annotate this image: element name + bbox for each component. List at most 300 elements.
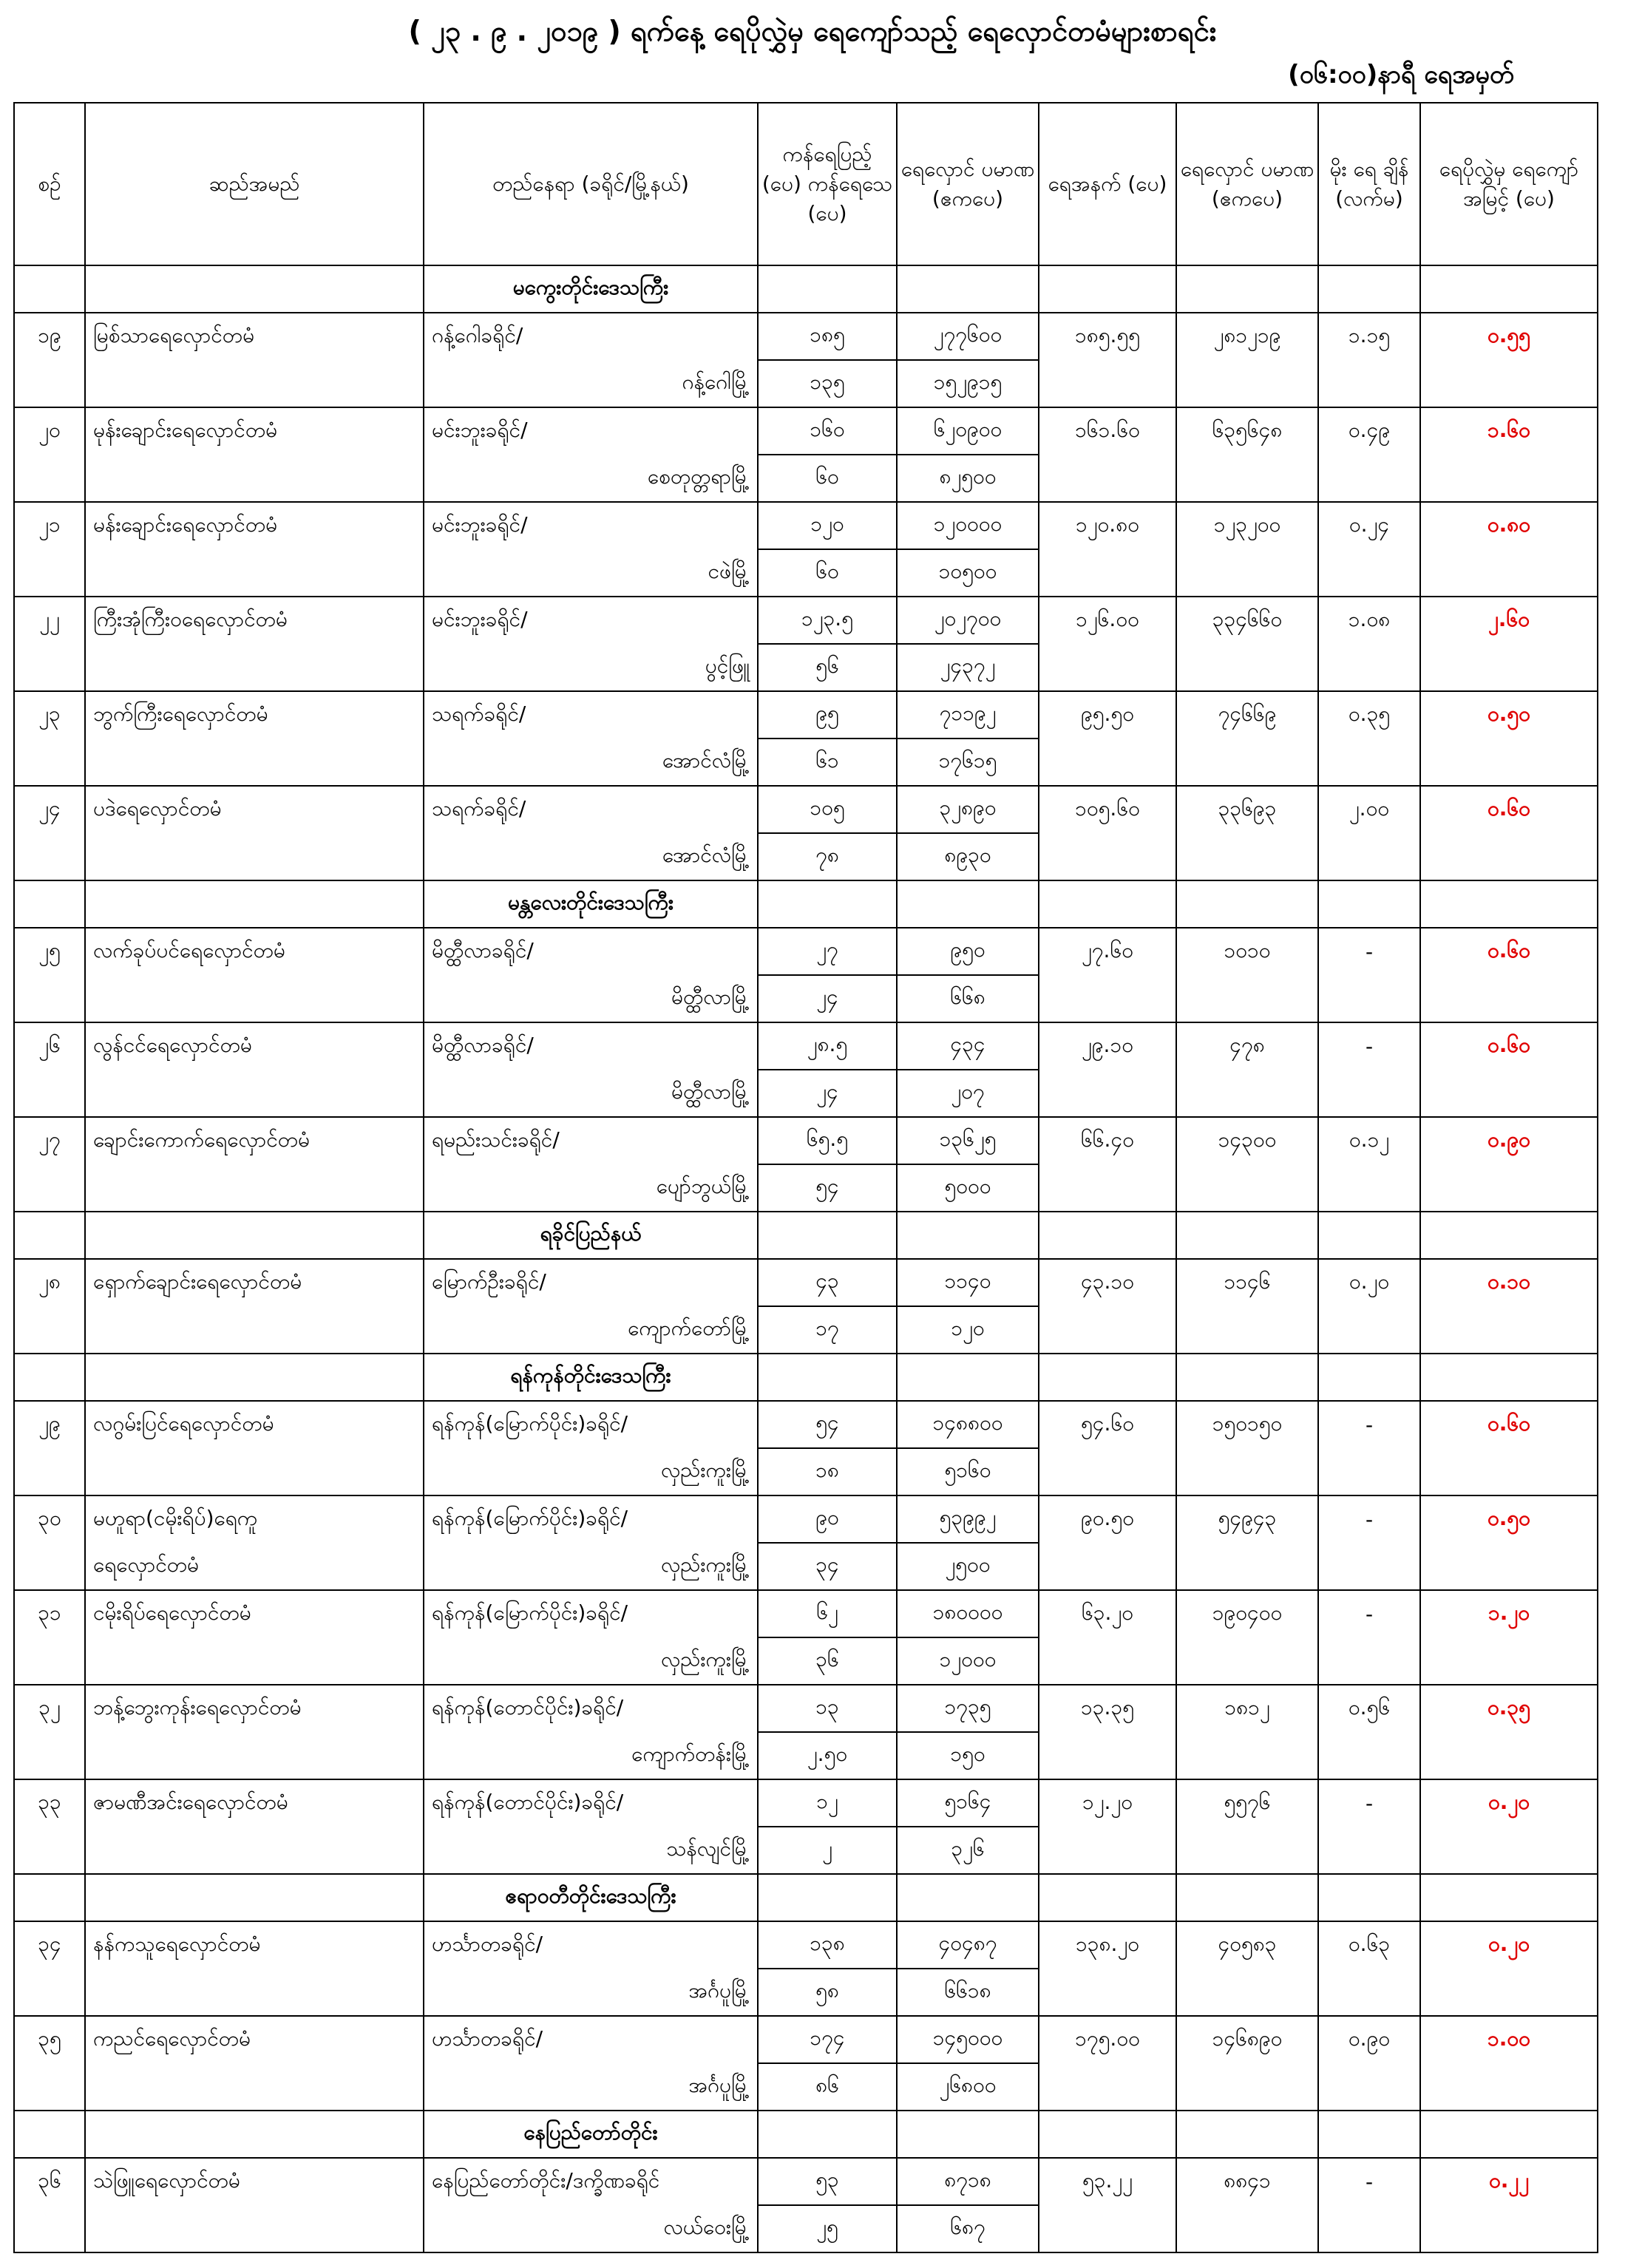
district: ရန်ကုန်(မြောက်ပိုင်း)ခရိုင်/ [424, 1401, 758, 1448]
district: ဟင်္သာတခရိုင်/ [424, 1921, 758, 1969]
full-level: ၁၂၀ [758, 502, 897, 549]
dam-name: လဂွမ်းပြင်ရေလှောင်တမံ [85, 1401, 424, 1448]
district: မိတ္ထီလာခရိုင်/ [424, 1022, 758, 1070]
full-level: ၆၅.၅ [758, 1117, 897, 1164]
region-row [14, 1874, 1598, 1921]
empty-cell [1039, 1164, 1176, 1212]
empty-cell [1318, 1969, 1420, 2016]
dam-name: ဇာမဏီအင်းရေလှောင်တမံ [85, 1779, 424, 1827]
dam-name: ဘွက်ကြီးရေလှောင်တမံ [85, 691, 424, 739]
current-volume: ၄၇၈ [1176, 1022, 1318, 1070]
empty-cell [1039, 1212, 1176, 1259]
dam-name-continued [85, 455, 424, 502]
empty-cell [1176, 833, 1318, 880]
region-row [14, 1212, 1598, 1259]
current-depth: ၁၇၅.၀၀ [1039, 2016, 1176, 2063]
table-row [14, 502, 1598, 549]
empty-cell [1318, 880, 1420, 928]
current-volume: ၃၃၄၆၆၀ [1176, 597, 1318, 644]
township: အင်္ဂပူမြို့ [424, 2063, 758, 2111]
empty-cell [1420, 1543, 1598, 1590]
dead-level: ၂.၅၀ [758, 1732, 897, 1779]
current-volume: ၁၄၆၈၉၀ [1176, 2016, 1318, 2063]
empty-cell [14, 1306, 85, 1354]
empty-cell [14, 1448, 85, 1495]
empty-cell [1176, 880, 1318, 928]
header-rain: မိုး ရေ ချိန် (လက်မ) [1318, 103, 1420, 265]
table-row [14, 2158, 1598, 2205]
empty-cell [1318, 1448, 1420, 1495]
township: လယ်ဝေးမြို့ [424, 2205, 758, 2252]
empty-cell [1420, 644, 1598, 691]
table-row [14, 1921, 1598, 1969]
district: ရန်ကုန်(တောင်ပိုင်း)ခရိုင်/ [424, 1685, 758, 1732]
rainfall: ၁.၁၅ [1318, 313, 1420, 360]
overflow-height: ၀.၈၀ [1420, 502, 1598, 549]
row-number: ၂၈ [14, 1259, 85, 1306]
full-level: ၉၀ [758, 1495, 897, 1543]
empty-cell [1318, 1732, 1420, 1779]
dead-level: ၂၅ [758, 2205, 897, 2252]
overflow-height: ၀.၆၀ [1420, 1022, 1598, 1070]
rainfall: - [1318, 1590, 1420, 1637]
empty-cell [1176, 1874, 1318, 1921]
current-depth: ၅၃.၂၂ [1039, 2158, 1176, 2205]
empty-cell [1176, 739, 1318, 786]
township: ကျောက်တော်မြို့ [424, 1306, 758, 1354]
dam-name-continued [85, 2063, 424, 2111]
township: ပျော်ဘွယ်မြို့ [424, 1164, 758, 1212]
current-volume: ၆၃၅၆၄၈ [1176, 407, 1318, 455]
empty-cell [1420, 975, 1598, 1022]
empty-cell [14, 265, 85, 313]
dam-name-continued [85, 549, 424, 597]
header-depth: ရေအနက် (ပေ) [1039, 103, 1176, 265]
current-volume: ၁၂၃၂၀၀ [1176, 502, 1318, 549]
empty-cell [1318, 1212, 1420, 1259]
empty-cell [1039, 549, 1176, 597]
row-number: ၂၉ [14, 1401, 85, 1448]
empty-cell [1318, 2205, 1420, 2252]
header-full-level: ကန်ရေပြည့် (ပေ) ကန်ရေသေ (ပေ) [758, 103, 897, 265]
district: ရန်ကုန်(မြောက်ပိုင်း)ခရိုင်/ [424, 1590, 758, 1637]
dam-name-continued [85, 739, 424, 786]
full-volume: ၁၇၃၅ [897, 1685, 1039, 1732]
empty-cell [1039, 2205, 1176, 2252]
dead-volume: ၁၀၅၀၀ [897, 549, 1039, 597]
empty-cell [1420, 360, 1598, 407]
table-row [14, 1779, 1598, 1827]
empty-cell [1318, 2111, 1420, 2158]
dead-volume: ၁၇၆၁၅ [897, 739, 1039, 786]
header-current-volume: ရေလှောင် ပမာဏ (ဧကပေ) [1176, 103, 1318, 265]
rainfall: ၀.၉၀ [1318, 2016, 1420, 2063]
current-volume: ၁၉၀၄၀၀ [1176, 1590, 1318, 1637]
empty-cell [14, 644, 85, 691]
full-level: ၁၂ [758, 1779, 897, 1827]
current-depth: ၁၂၀.၈၀ [1039, 502, 1176, 549]
table-row [14, 1022, 1598, 1070]
empty-cell [1039, 1874, 1176, 1921]
table-row [14, 313, 1598, 360]
district: ရမည်းသင်းခရိုင်/ [424, 1117, 758, 1164]
table-row-sub [14, 455, 1598, 502]
empty-cell [1039, 975, 1176, 1022]
full-volume: ၆၂၀၉၀၀ [897, 407, 1039, 455]
empty-cell [1176, 1164, 1318, 1212]
dead-level: ၇၈ [758, 833, 897, 880]
dam-name: ငမိုးရိပ်ရေလှောင်တမံ [85, 1590, 424, 1637]
empty-cell [1318, 455, 1420, 502]
rainfall: ၀.၆၃ [1318, 1921, 1420, 1969]
header-row [14, 103, 1598, 265]
empty-cell [14, 880, 85, 928]
empty-cell [1420, 2063, 1598, 2111]
empty-cell [758, 1212, 897, 1259]
table-row [14, 928, 1598, 975]
empty-cell [1176, 1306, 1318, 1354]
rainfall: - [1318, 1022, 1420, 1070]
empty-cell [1318, 549, 1420, 597]
overflow-height: ၀.၆၀ [1420, 928, 1598, 975]
table-row [14, 597, 1598, 644]
table-row-sub [14, 1637, 1598, 1685]
dam-name: ချောင်းကောက်ရေလှောင်တမံ [85, 1117, 424, 1164]
empty-cell [897, 1354, 1039, 1401]
row-number: ၃၀ [14, 1495, 85, 1543]
dead-volume: ၆၈၇ [897, 2205, 1039, 2252]
dam-name: ပဒဲရေလှောင်တမံ [85, 786, 424, 833]
rainfall: ၀.၃၅ [1318, 691, 1420, 739]
current-volume: ၁၄၃၀၀ [1176, 1117, 1318, 1164]
full-volume: ၁၂၀၀၀၀ [897, 502, 1039, 549]
full-level: ၁၂၃.၅ [758, 597, 897, 644]
full-level: ၁၆၀ [758, 407, 897, 455]
dead-volume: ၆၆၁၈ [897, 1969, 1039, 2016]
township: လှည်းကူးမြို့ [424, 1637, 758, 1685]
current-volume: ၁၅၀၁၅၀ [1176, 1401, 1318, 1448]
empty-cell [85, 880, 424, 928]
empty-cell [1420, 1969, 1598, 2016]
current-volume: ၁၈၁၂ [1176, 1685, 1318, 1732]
header-no: စဉ် [14, 103, 85, 265]
district: ရန်ကုန်(မြောက်ပိုင်း)ခရိုင်/ [424, 1495, 758, 1543]
row-number: ၃၂ [14, 1685, 85, 1732]
empty-cell [1176, 1637, 1318, 1685]
region-label: မန္တလေးတိုင်းဒေသကြီး [424, 880, 758, 928]
dam-name: မဟူရာ(ငမိုးရိပ်)ရေကူ [85, 1495, 424, 1543]
empty-cell [1318, 1070, 1420, 1117]
full-volume: ၅၃၉၉၂ [897, 1495, 1039, 1543]
table-row-sub [14, 360, 1598, 407]
row-number: ၃၁ [14, 1590, 85, 1637]
empty-cell [14, 1543, 85, 1590]
empty-cell [1039, 2111, 1176, 2158]
dead-level: ၂ [758, 1827, 897, 1874]
township: စေတုတ္တရာမြို့ [424, 455, 758, 502]
full-level: ၁၃ [758, 1685, 897, 1732]
current-depth: ၆၆.၄၀ [1039, 1117, 1176, 1164]
dead-volume: ၈၉၃၀ [897, 833, 1039, 880]
empty-cell [14, 1354, 85, 1401]
district: ဂန့်ဂေါခရိုင်/ [424, 313, 758, 360]
empty-cell [1176, 2111, 1318, 2158]
current-depth: ၁၃.၃၅ [1039, 1685, 1176, 1732]
current-depth: ၁၂.၂၀ [1039, 1779, 1176, 1827]
township: လှည်းကူးမြို့ [424, 1543, 758, 1590]
dead-level: ၆၀ [758, 549, 897, 597]
empty-cell [14, 1732, 85, 1779]
row-number: ၃၅ [14, 2016, 85, 2063]
full-volume: ၁၃၆၂၅ [897, 1117, 1039, 1164]
region-row [14, 265, 1598, 313]
empty-cell [14, 455, 85, 502]
table-row-sub [14, 1448, 1598, 1495]
rainfall: - [1318, 1401, 1420, 1448]
empty-cell [14, 360, 85, 407]
township: အောင်လံမြို့ [424, 833, 758, 880]
dead-volume: ၂၄၃၇၂ [897, 644, 1039, 691]
empty-cell [1176, 1969, 1318, 2016]
empty-cell [1420, 1070, 1598, 1117]
empty-cell [758, 2111, 897, 2158]
table-row-sub [14, 739, 1598, 786]
district: သရက်ခရိုင်/ [424, 691, 758, 739]
region-label: နေပြည်တော်တိုင်း [424, 2111, 758, 2158]
current-volume: ၁၁၄၆ [1176, 1259, 1318, 1306]
dam-name-continued [85, 644, 424, 691]
full-volume: ၄၀၄၈၇ [897, 1921, 1039, 1969]
dam-name-continued [85, 1448, 424, 1495]
dead-level: ၃၆ [758, 1637, 897, 1685]
current-depth: ၉၅.၅၀ [1039, 691, 1176, 739]
current-depth: ၅၄.၆၀ [1039, 1401, 1176, 1448]
current-depth: ၁၂၆.၀၀ [1039, 597, 1176, 644]
overflow-height: ၁.၂၀ [1420, 1590, 1598, 1637]
empty-cell [1176, 360, 1318, 407]
dead-volume: ၅၁၆၀ [897, 1448, 1039, 1495]
empty-cell [1176, 2063, 1318, 2111]
empty-cell [14, 1637, 85, 1685]
dam-name: မုန်းချောင်းရေလှောင်တမံ [85, 407, 424, 455]
dead-volume: ၃၂၆ [897, 1827, 1039, 1874]
current-volume: ၅၅၇၆ [1176, 1779, 1318, 1827]
township: မိတ္ထီလာမြို့ [424, 975, 758, 1022]
empty-cell [897, 265, 1039, 313]
overflow-height: ၁.၀၀ [1420, 2016, 1598, 2063]
current-depth: ၆၃.၂၀ [1039, 1590, 1176, 1637]
empty-cell [1420, 1732, 1598, 1779]
dead-level: ၆၀ [758, 455, 897, 502]
empty-cell [1039, 644, 1176, 691]
dam-name-continued [85, 1827, 424, 1874]
dead-level: ၅၆ [758, 644, 897, 691]
empty-cell [1420, 2205, 1598, 2252]
dam-name-continued [85, 833, 424, 880]
empty-cell [1420, 2111, 1598, 2158]
row-number: ၂၄ [14, 786, 85, 833]
full-volume: ၂၇၇၆၀၀ [897, 313, 1039, 360]
empty-cell [1420, 549, 1598, 597]
empty-cell [1176, 975, 1318, 1022]
empty-cell [1176, 1212, 1318, 1259]
overflow-height: ၀.၅၀ [1420, 691, 1598, 739]
full-volume: ၁၄၈၈၀၀ [897, 1401, 1039, 1448]
empty-cell [85, 1354, 424, 1401]
dead-level: ၃၄ [758, 1543, 897, 1590]
table-row-sub [14, 833, 1598, 880]
table-row-sub [14, 1306, 1598, 1354]
dam-name: သဲဖြူရေလှောင်တမံ [85, 2158, 424, 2205]
empty-cell [897, 2111, 1039, 2158]
empty-cell [1318, 360, 1420, 407]
empty-cell [1039, 360, 1176, 407]
overflow-height: ၂.၆၀ [1420, 597, 1598, 644]
empty-cell [758, 880, 897, 928]
empty-cell [1176, 1543, 1318, 1590]
empty-cell [14, 549, 85, 597]
current-depth: ၉၀.၅၀ [1039, 1495, 1176, 1543]
dam-name: နန်ကသူရေလှောင်တမံ [85, 1921, 424, 1969]
empty-cell [1420, 1306, 1598, 1354]
current-depth: ၁၈၅.၅၅ [1039, 313, 1176, 360]
full-volume: ၄၃၄ [897, 1022, 1039, 1070]
dam-name-continued [85, 2205, 424, 2252]
empty-cell [1420, 265, 1598, 313]
table-row [14, 786, 1598, 833]
empty-cell [14, 1827, 85, 1874]
dam-name: ဘန့်ဘွေးကုန်းရေလှောင်တမံ [85, 1685, 424, 1732]
dam-name: ကညင်ရေလှောင်တမံ [85, 2016, 424, 2063]
region-row [14, 880, 1598, 928]
header-full-volume: ရေလှောင် ပမာဏ (ဧကပေ) [897, 103, 1039, 265]
overflow-height: ၀.၅၀ [1420, 1495, 1598, 1543]
empty-cell [1420, 1212, 1598, 1259]
empty-cell [1420, 1354, 1598, 1401]
empty-cell [1318, 1874, 1420, 1921]
rainfall: ၀.၄၉ [1318, 407, 1420, 455]
dam-name: ရှောက်ချောင်းရေလှောင်တမံ [85, 1259, 424, 1306]
empty-cell [1318, 1306, 1420, 1354]
district: နေပြည်တော်တိုင်း/ဒက္ခိဏခရိုင် [424, 2158, 758, 2205]
row-number: ၃၃ [14, 1779, 85, 1827]
township: မိတ္ထီလာမြို့ [424, 1070, 758, 1117]
dead-level: ၅၈ [758, 1969, 897, 2016]
table-row [14, 407, 1598, 455]
empty-cell [1420, 880, 1598, 928]
empty-cell [1420, 455, 1598, 502]
empty-cell [14, 1874, 85, 1921]
empty-cell [1039, 2063, 1176, 2111]
rainfall: ၀.၂၀ [1318, 1259, 1420, 1306]
district: ရန်ကုန်(တောင်ပိုင်း)ခရိုင်/ [424, 1779, 758, 1827]
overflow-height: ၀.၁၀ [1420, 1259, 1598, 1306]
dead-volume: ၁၅၂၉၁၅ [897, 360, 1039, 407]
full-level: ၅၄ [758, 1401, 897, 1448]
dead-level: ၁၃၅ [758, 360, 897, 407]
current-volume: ၈၈၄၁ [1176, 2158, 1318, 2205]
district: မြောက်ဦးခရိုင်/ [424, 1259, 758, 1306]
table-row-sub [14, 1543, 1598, 1590]
empty-cell [14, 1164, 85, 1212]
full-level: ၁၇၄ [758, 2016, 897, 2063]
empty-cell [1039, 1354, 1176, 1401]
row-number: ၂၆ [14, 1022, 85, 1070]
rainfall: - [1318, 2158, 1420, 2205]
empty-cell [1318, 1637, 1420, 1685]
dam-name: မြစ်သာရေလှောင်တမံ [85, 313, 424, 360]
empty-cell [1176, 1354, 1318, 1401]
empty-cell [1420, 1448, 1598, 1495]
dead-volume: ၆၆၈ [897, 975, 1039, 1022]
dead-volume: ၂၀၇ [897, 1070, 1039, 1117]
full-volume: ၂၀၂၇၀၀ [897, 597, 1039, 644]
empty-cell [1039, 739, 1176, 786]
district: မင်းဘူးခရိုင်/ [424, 407, 758, 455]
row-number: ၂၃ [14, 691, 85, 739]
table-row-sub [14, 1070, 1598, 1117]
empty-cell [14, 1212, 85, 1259]
rainfall: ၂.၀၀ [1318, 786, 1420, 833]
district: မင်းဘူးခရိုင်/ [424, 502, 758, 549]
empty-cell [1039, 455, 1176, 502]
empty-cell [1176, 644, 1318, 691]
empty-cell [85, 265, 424, 313]
empty-cell [85, 2111, 424, 2158]
region-label: ဧရာဝတီတိုင်းဒေသကြီး [424, 1874, 758, 1921]
row-number: ၃၄ [14, 1921, 85, 1969]
township: ကျောက်တန်းမြို့ [424, 1732, 758, 1779]
full-level: ၁၈၅ [758, 313, 897, 360]
township: အောင်လံမြို့ [424, 739, 758, 786]
district: မိတ္ထီလာခရိုင်/ [424, 928, 758, 975]
overflow-height: ၀.၆၀ [1420, 786, 1598, 833]
current-depth: ၁၀၅.၆၀ [1039, 786, 1176, 833]
empty-cell [897, 880, 1039, 928]
row-number: ၁၉ [14, 313, 85, 360]
dam-name-continued [85, 1070, 424, 1117]
table-row [14, 691, 1598, 739]
table-row [14, 1685, 1598, 1732]
dead-level: ၆၁ [758, 739, 897, 786]
dead-level: ၅၄ [758, 1164, 897, 1212]
table-row-sub [14, 549, 1598, 597]
dam-name-continued [85, 360, 424, 407]
current-depth: ၄၃.၁၀ [1039, 1259, 1176, 1306]
page-title: ( ၂၃ . ၉ . ၂၀၁၉ ) ရက်နေ့ ရေပိုလွှဲမှ ရေကျော်သည့် ရေလှောင်တမံများစာရင်း [408, 15, 1217, 47]
full-volume: ၉၅၀ [897, 928, 1039, 975]
full-volume: ၁၄၅၀၀၀ [897, 2016, 1039, 2063]
empty-cell [1176, 1827, 1318, 1874]
empty-cell [1318, 1164, 1420, 1212]
rainfall: - [1318, 1495, 1420, 1543]
empty-cell [1420, 1874, 1598, 1921]
empty-cell [1039, 1637, 1176, 1685]
reservoir-table [13, 102, 1598, 2253]
table-row-sub [14, 2063, 1598, 2111]
table-row-sub [14, 1164, 1598, 1212]
dam-name: မန်းချောင်းရေလှောင်တမံ [85, 502, 424, 549]
empty-cell [758, 1354, 897, 1401]
dead-volume: ၅၀၀၀ [897, 1164, 1039, 1212]
empty-cell [1318, 644, 1420, 691]
empty-cell [1039, 1969, 1176, 2016]
empty-cell [14, 739, 85, 786]
measurement-time: (၀၆:၀၀)နာရီ ရေအမှတ် [1288, 60, 1514, 89]
empty-cell [1318, 1543, 1420, 1590]
dead-volume: ၈၂၅၀၀ [897, 455, 1039, 502]
dead-volume: ၁၅၀ [897, 1732, 1039, 1779]
